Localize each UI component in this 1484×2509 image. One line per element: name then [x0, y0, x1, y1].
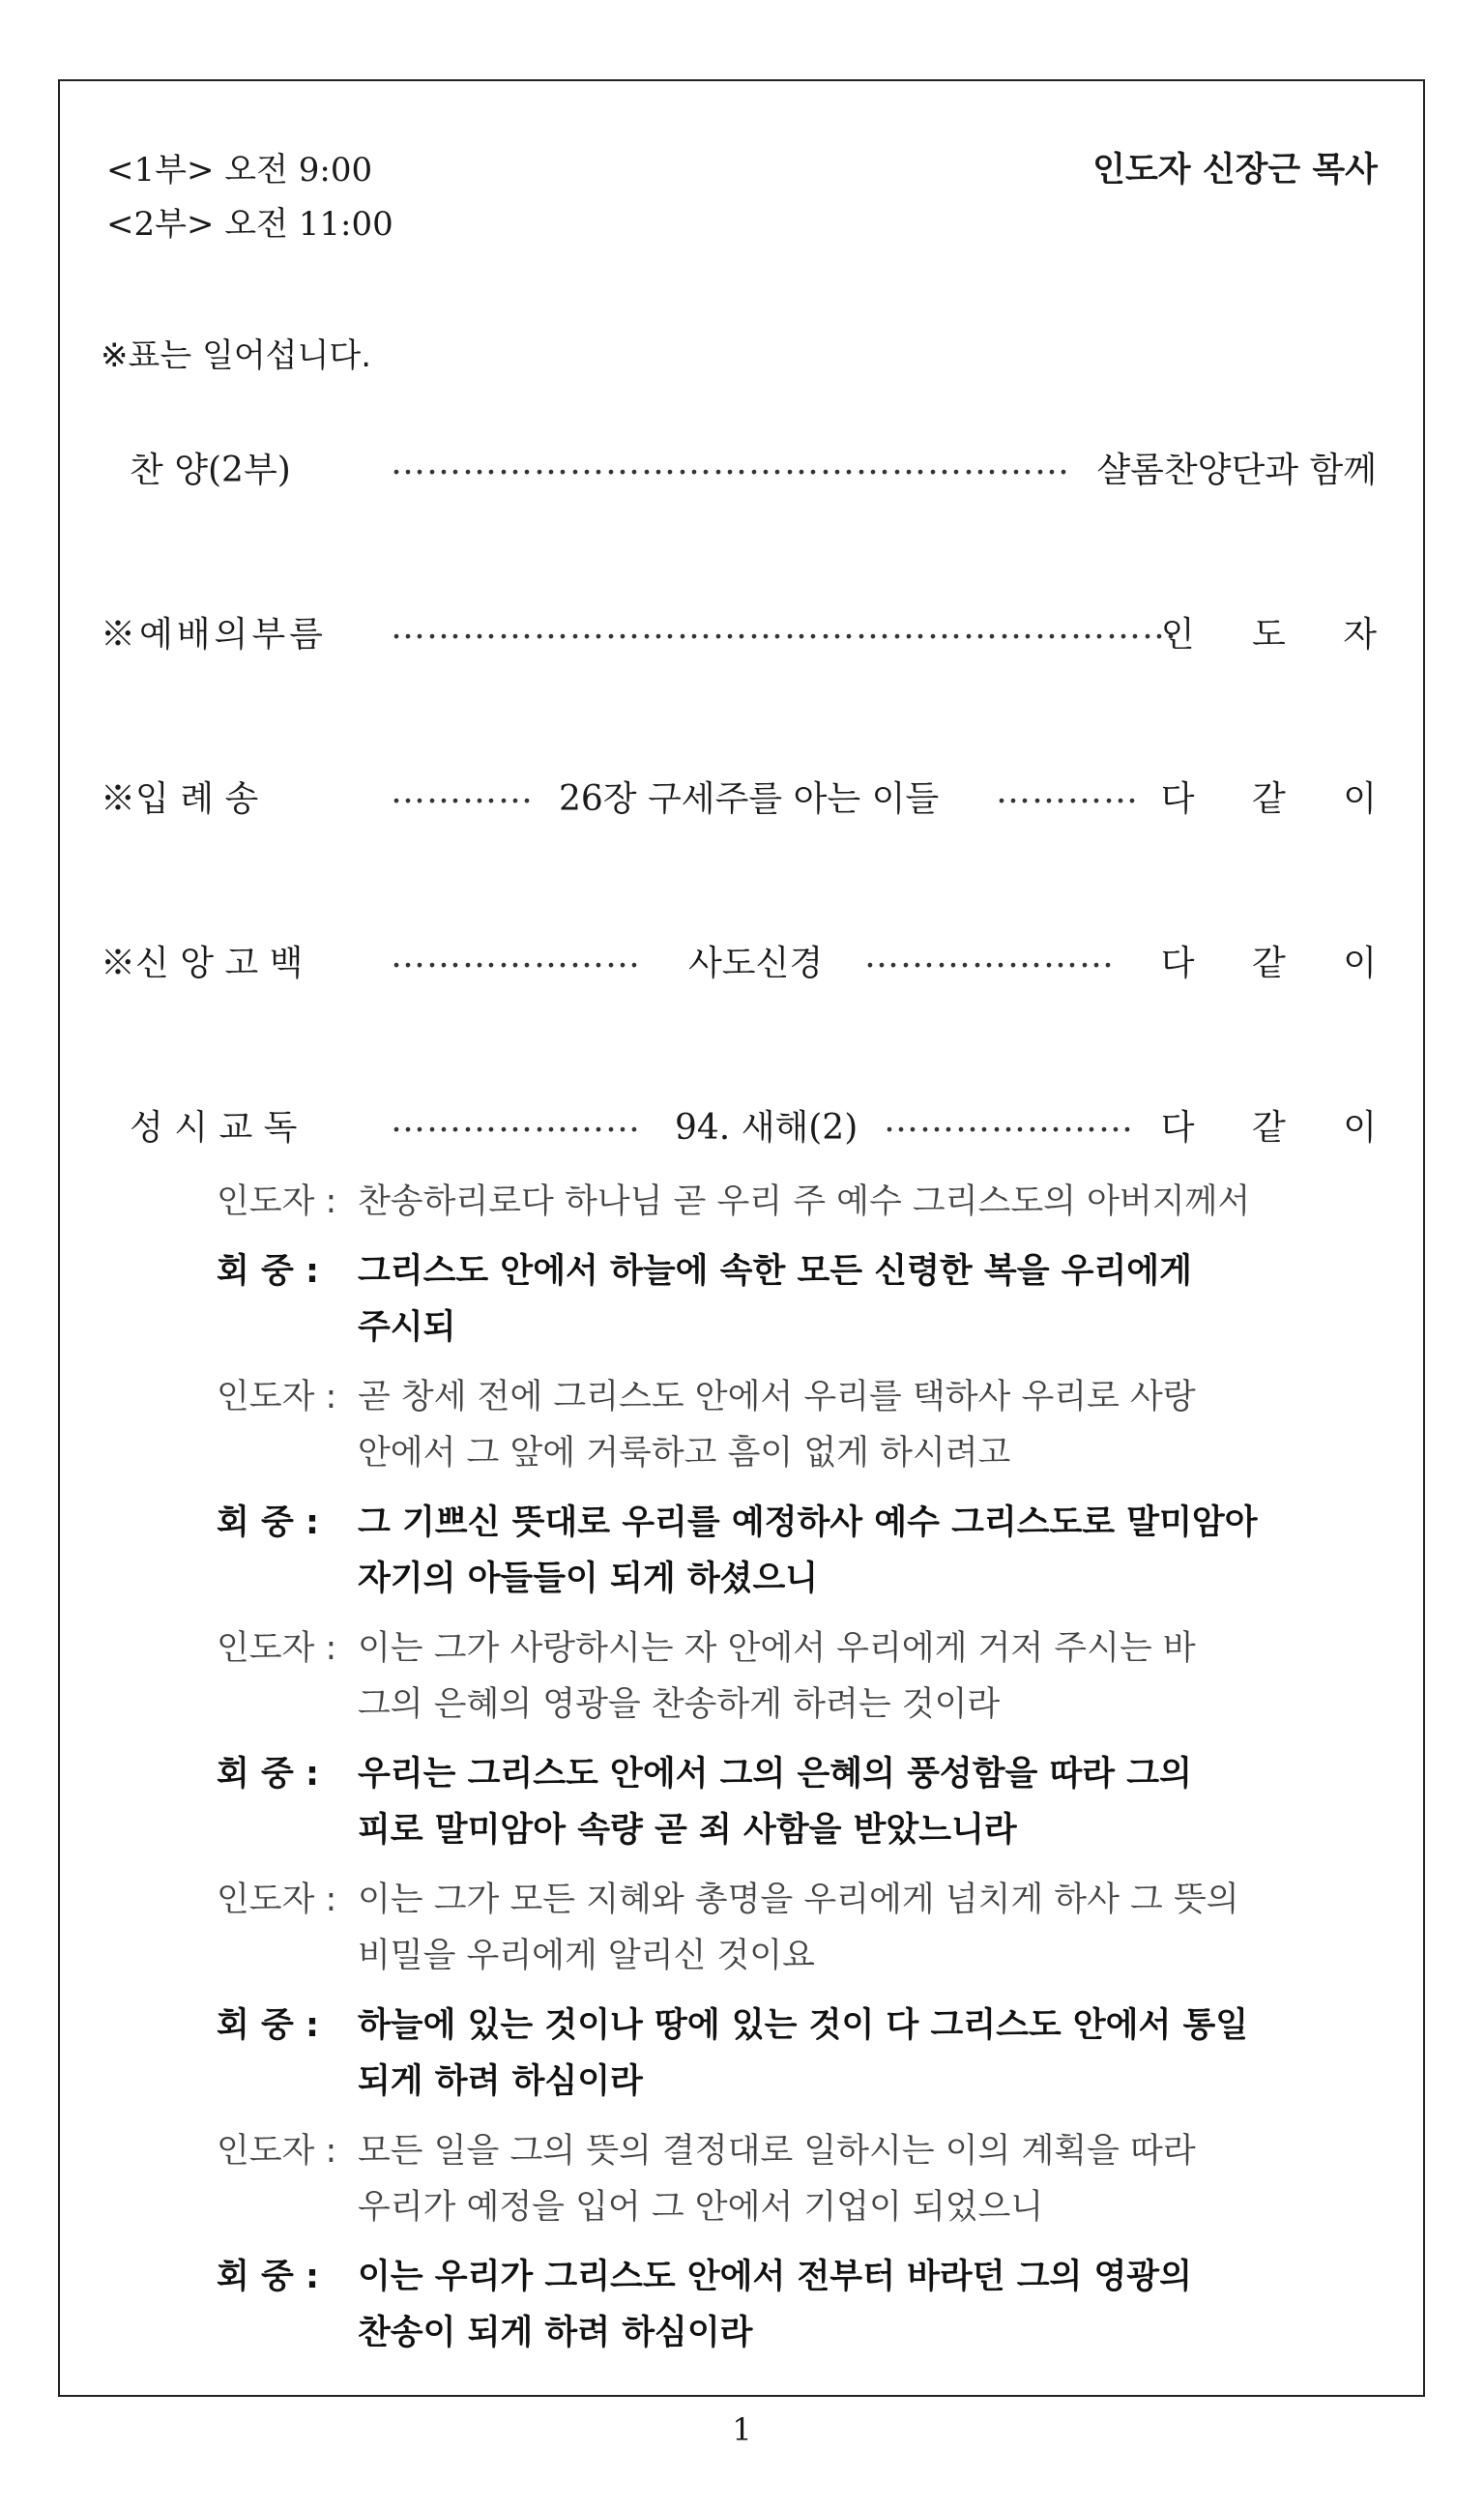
- reading-verse: [217, 2123, 1357, 2235]
- speaker-label: 인도자 :: [217, 1629, 337, 1668]
- verse-line: 모든 일을 그의 뜻의 결정대로 일하시는 이의 계획을 따라: [358, 2132, 1196, 2171]
- item-right: 다 같 이: [1160, 944, 1400, 983]
- verse-line: 하늘에 있는 것이나 땅에 있는 것이 다 그리스도 안에서 통일: [358, 2006, 1249, 2045]
- verse-line: 그 기쁘신 뜻대로 우리를 예정하사 예수 그리스도로 말미암아: [358, 1503, 1258, 1542]
- speaker-label: 인도자 :: [217, 1182, 337, 1221]
- item-label: 성 시 교 독: [130, 1108, 298, 1148]
- verse-line: 주시되: [358, 1308, 456, 1347]
- item-center: 26장 구세주를 아는 이들: [559, 779, 940, 819]
- item-right: 샬롬찬양단과 함께: [1096, 451, 1377, 490]
- item-label: ※예배의부름: [101, 615, 327, 655]
- speaker-label: 인도자 :: [217, 1378, 337, 1416]
- verse-line: 찬송이 되게 하려 하심이라: [358, 2314, 753, 2352]
- verse-line: 우리가 예정을 입어 그 안에서 기업이 되었으니: [358, 2188, 1044, 2227]
- verse-line: 피로 말미암아 속량 곧 죄 사함을 받았느니라: [358, 1811, 1017, 1850]
- reading-verse: [217, 1998, 1357, 2110]
- item-label: 찬 양(2부): [130, 451, 291, 490]
- leader-dots: …………………………………………………………: [391, 607, 1178, 647]
- verse-line: 그의 은혜의 영광을 찬송하게 하려는 것이라: [358, 1685, 1001, 1724]
- reading-verse: [217, 1369, 1357, 1481]
- service-time-1: <1부> 오전 9:00: [106, 151, 373, 190]
- service-time-2: <2부> 오전 11:00: [106, 205, 393, 244]
- standing-note: ※표는 일어섭니다.: [101, 336, 372, 375]
- item-right: 인 도 자: [1160, 615, 1400, 655]
- speaker-label: 회 중 :: [217, 1503, 319, 1542]
- verse-line: 찬송하리로다 하나님 곧 우리 주 예수 그리스도의 아버지께서: [358, 1182, 1251, 1221]
- leader-dots: …………: [391, 772, 534, 811]
- item-label: ※입 례 송: [101, 779, 259, 819]
- leader-dots: …………………: [884, 1100, 1134, 1140]
- verse-line: 비밀을 우리에게 알리신 것이요: [358, 1937, 815, 1975]
- verse-line: 이는 그가 모든 지혜와 총명을 우리에게 넘치게 하사 그 뜻의: [358, 1881, 1239, 1919]
- leader-dots: …………………………………………………: [391, 443, 1070, 482]
- verse-line: 이는 우리가 그리스도 안에서 전부터 바라던 그의 영광의: [358, 2258, 1192, 2296]
- speaker-label: 회 중 :: [217, 1755, 319, 1794]
- reading-verse: [217, 1746, 1357, 1858]
- speaker-label: 회 중 :: [217, 1252, 319, 1291]
- leader-dots: …………: [996, 772, 1139, 811]
- verse-line: 안에서 그 앞에 거룩하고 흠이 없게 하시려고: [358, 1434, 1011, 1473]
- verse-line: 우리는 그리스도 안에서 그의 은혜의 풍성함을 따라 그의: [358, 1755, 1192, 1794]
- page-number: 1: [732, 2411, 752, 2448]
- worship-leader: 인도자 신장근 목사: [1092, 151, 1378, 190]
- leader-dots: …………………: [864, 936, 1115, 976]
- leader-dots: …………………: [391, 1100, 641, 1140]
- speaker-label: 회 중 :: [217, 2006, 319, 2045]
- reading-verse: [217, 1872, 1357, 1984]
- responsive-reading: [217, 1174, 1357, 2361]
- verse-line: 곧 창세 전에 그리스도 안에서 우리를 택하사 우리로 사랑: [358, 1378, 1196, 1416]
- speaker-label: 인도자 :: [217, 2132, 337, 2171]
- verse-line: 되게 하려 하심이라: [358, 2062, 643, 2101]
- speaker-label: 회 중 :: [217, 2258, 319, 2296]
- verse-line: 이는 그가 사랑하시는 자 안에서 우리에게 거저 주시는 바: [358, 1629, 1196, 1668]
- leader-dots: …………………: [391, 936, 641, 976]
- item-label: ※신 앙 고 백: [101, 944, 304, 983]
- reading-verse: [217, 2249, 1357, 2361]
- item-right: 다 같 이: [1160, 779, 1400, 819]
- item-right: 다 같 이: [1160, 1108, 1400, 1148]
- verse-line: 그리스도 안에서 하늘에 속한 모든 신령한 복을 우리에게: [358, 1252, 1192, 1291]
- speaker-label: 인도자 :: [217, 1881, 337, 1919]
- item-center: 94. 새해(2): [675, 1108, 858, 1148]
- reading-verse: [217, 1243, 1357, 1356]
- reading-verse: [217, 1174, 1357, 1230]
- verse-line: 자기의 아들들이 되게 하셨으니: [358, 1560, 819, 1598]
- reading-verse: [217, 1620, 1357, 1733]
- reading-verse: [217, 1495, 1357, 1607]
- item-center: 사도신경: [688, 944, 824, 983]
